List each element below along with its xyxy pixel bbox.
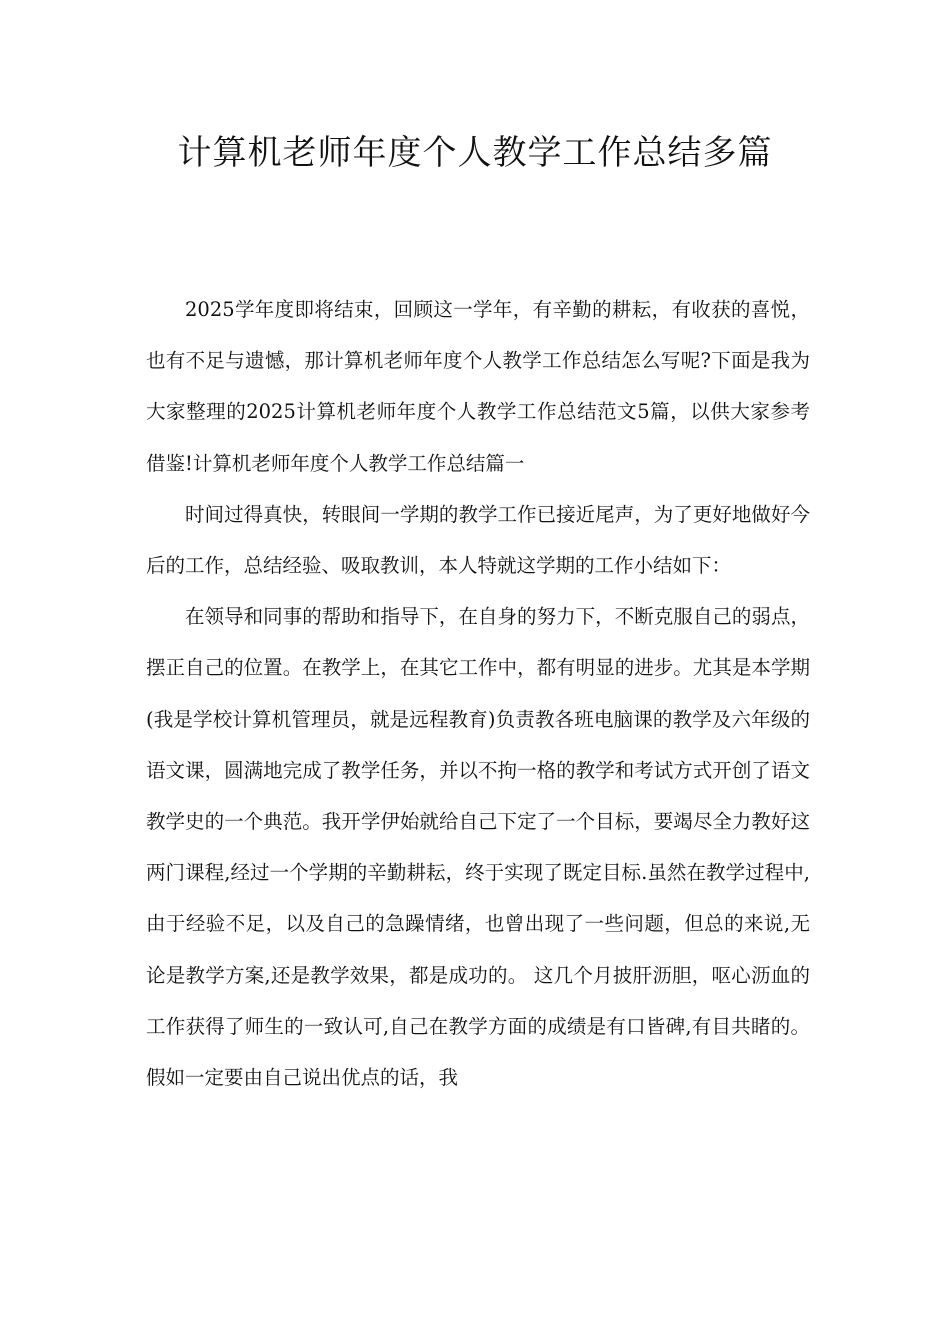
document-body (146, 284, 810, 1103)
paragraph-opening: 时间过得真快，转眼间一学期的教学工作已接近尾声，为了更好地做好今后的工作，总结经验、吸取教训，本人特就这学期的工作小结如下： (146, 502, 810, 578)
document-title: 计算机老师年度个人教学工作总结多篇 (177, 133, 773, 173)
paragraph-teaching: 在领导和同事的帮助和指导下，在自身的努力下，不断克服自己的弱点，摆正自己的位置。在教学上，在其它工作中，都有明显的进步。尤其是本学期(我是学校计算机管理员，就是远程教育)负责教各班电脑课的教学及六年级的语文课，圆满地完成了教学任务，并以不拘一格的教学和考试方式开创了语文教学史的一个典范。我开学伊始就给自己下定了一个目标，要竭尽全力教好这两门课程,经过一个学期的辛勤耕耘，终于实现了既定目标.虽然在教学过程中,由于经验不足，以及自己的急躁情绪，也曾出现了一些问题，但总的来说,无论是教学方案,还是教学效果，都是成功的。 这几个月披肝沥胆，呕心沥血的工作获得了师生的一致认可,自己在教学方面的成绩是有口皆碑,有目共睹的。假如一定要由自己说出优点的话，我 (146, 605, 810, 1090)
paragraph-intro: 2025学年度即将结束，回顾这一学年，有辛勤的耕耘，有收获的喜悦，也有不足与遗憾，那计算机老师年度个人教学工作总结怎么写呢?下面是我为大家整理的2025计算机老师年度个人教学工作总结范文5篇，以供大家参考借鉴!计算机老师年度个人教学工作总结篇一 (146, 298, 810, 475)
